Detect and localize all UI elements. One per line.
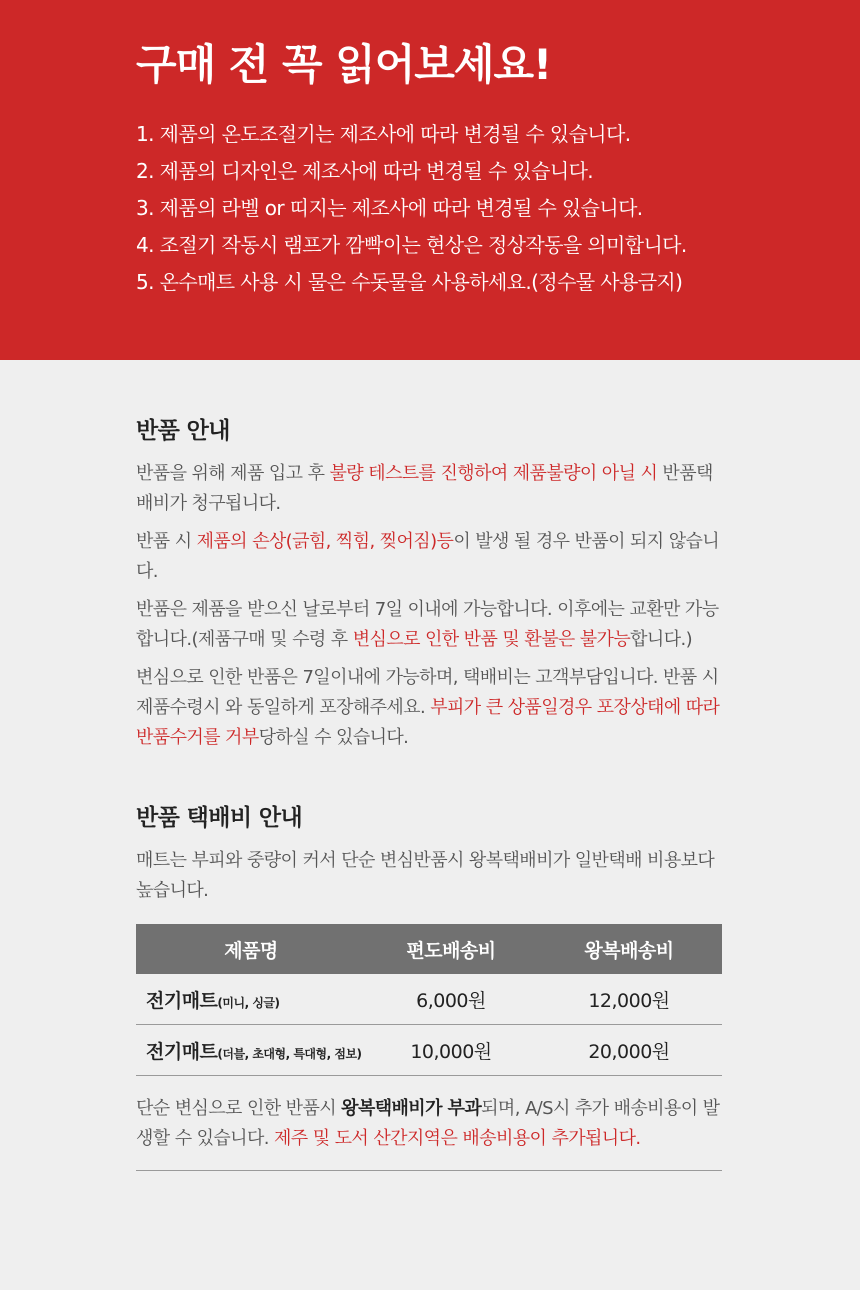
highlight-text: 제품의 손상(긁힘, 찍힘, 찢어짐)등 [196, 531, 454, 552]
text: 이 발생 될 경우 반품이 되지 않습니다. [136, 531, 720, 582]
oneway-fee-cell: 6,000원 [366, 974, 536, 1025]
table-row [136, 974, 722, 1025]
product-name-cell [136, 974, 366, 1025]
text: 반품은 제품을 받으신 날로부터 7일 이내에 가능합니다. 이후에는 교환만 가능합니다.(제품구매 및 수령 후 [136, 599, 719, 650]
product-variant: (더블, 초대형, 특대형, 점보) [217, 1046, 362, 1061]
highlight-text: 불량 테스트를 진행하여 제품불량이 아닐 시 [329, 463, 658, 484]
text: 반품택배비가 청구됩니다. [136, 463, 713, 514]
highlight-text: 제주 및 도서 산간지역은 배송비용이 추가됩니다. [274, 1128, 641, 1149]
shipping-fee-heading: 반품 택배비 안내 [136, 805, 303, 831]
oneway-fee-cell: 10,000원 [366, 1025, 536, 1076]
table-header-row [136, 924, 722, 974]
column-header-roundtrip: 왕복배송비 [536, 924, 722, 974]
notice-title: 구매 전 꼭 읽어보세요! [136, 40, 552, 89]
return-paragraph-4 [136, 663, 722, 753]
bold-text: 왕복택배비가 부과 [341, 1098, 482, 1119]
notice-item: 1. 제품의 온도조절기는 제조사에 따라 변경될 수 있습니다. [136, 122, 631, 147]
highlight-text: 부피가 큰 상품일경우 포장상태에 따라 반품수거를 거부 [136, 697, 720, 748]
divider [136, 1170, 722, 1171]
notice-item: 5. 온수매트 사용 시 물은 수돗물을 사용하세요.(정수물 사용금지) [136, 270, 683, 295]
notice-item: 2. 제품의 디자인은 제조사에 따라 변경될 수 있습니다. [136, 159, 594, 184]
shipping-fee-table [136, 924, 722, 1076]
notice-banner [0, 0, 860, 360]
text: 되며, A/S시 추가 배송비용이 발생할 수 있습니다. [136, 1098, 720, 1149]
return-paragraph-1 [136, 459, 722, 519]
table-row [136, 1025, 722, 1076]
text: 반품을 위해 제품 입고 후 [136, 463, 330, 484]
shipping-fee-section [136, 799, 722, 1171]
return-paragraph-2 [136, 527, 722, 587]
column-header-product: 제품명 [136, 924, 366, 974]
product-name: 전기매트 [146, 989, 218, 1012]
text: 합니다.) [630, 629, 693, 650]
notice-list [136, 116, 860, 301]
product-variant: (미니, 싱글) [217, 995, 280, 1010]
product-name: 전기매트 [146, 1040, 218, 1063]
product-name-cell [136, 1025, 366, 1076]
return-paragraph-3 [136, 595, 722, 655]
shipping-note [136, 1094, 722, 1154]
return-guide-section [136, 412, 722, 753]
notice-item: 3. 제품의 라벨 or 띠지는 제조사에 따라 변경될 수 있습니다. [136, 196, 643, 221]
roundtrip-fee-cell: 12,000원 [536, 974, 722, 1025]
text: 반품 시 [136, 531, 197, 552]
return-guide-heading: 반품 안내 [136, 418, 230, 444]
roundtrip-fee-cell: 20,000원 [536, 1025, 722, 1076]
text: 단순 변심으로 인한 반품시 [136, 1098, 342, 1119]
highlight-text: 변심으로 인한 반품 및 환불은 불가능 [352, 629, 631, 650]
content [0, 360, 722, 1171]
text: 당하실 수 있습니다. [258, 727, 409, 748]
notice-item: 4. 조절기 작동시 램프가 깜빡이는 현상은 정상작동을 의미합니다. [136, 233, 687, 258]
text: 변심으로 인한 반품은 7일이내에 가능하며, 택배비는 고객부담입니다. 반품 시 제품수령시 와 동일하게 포장해주세요. [136, 667, 719, 718]
column-header-oneway: 편도배송비 [366, 924, 536, 974]
shipping-intro: 매트는 부피와 중량이 커서 단순 변심반품시 왕복택배비가 일반택배 비용보다 높습니다. [136, 850, 715, 901]
